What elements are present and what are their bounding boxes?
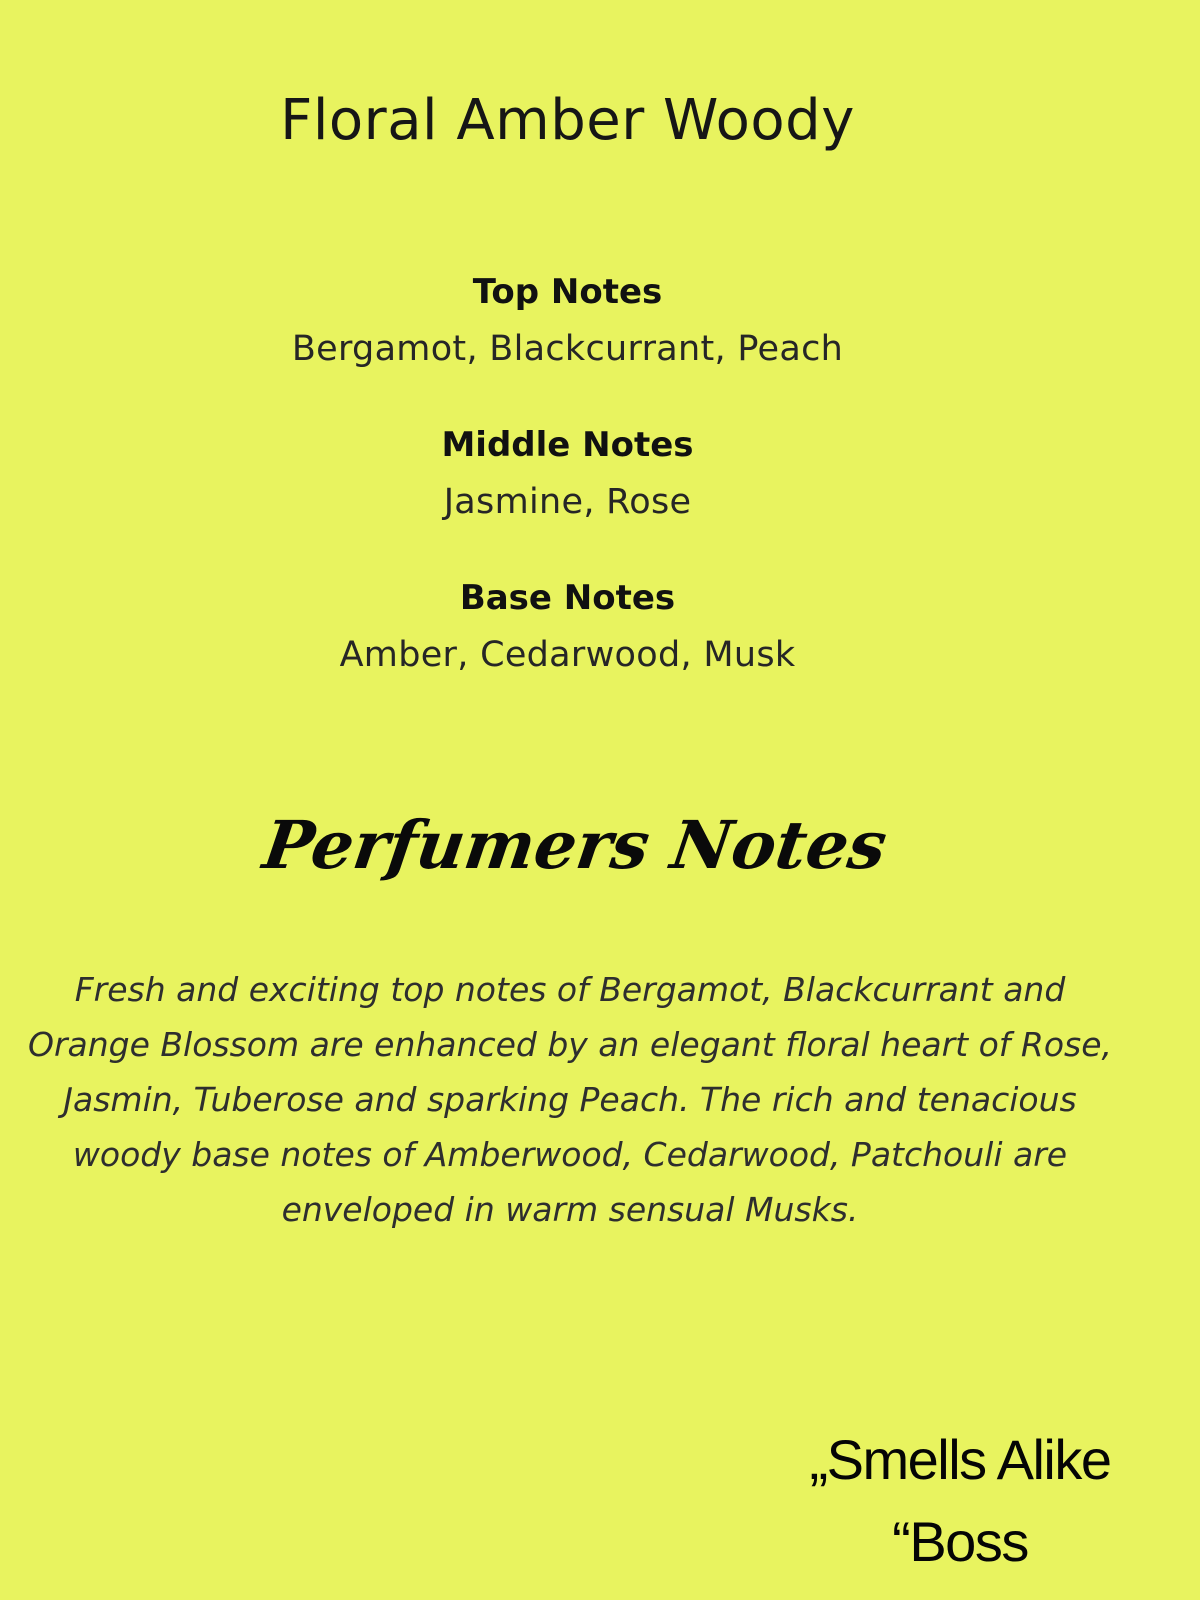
top-notes-value: Bergamot, Blackcurrant, Peach bbox=[291, 329, 844, 369]
smells-alike-line-1: „Smells Alike bbox=[809, 1428, 1111, 1491]
fragrance-family-title: Floral Amber Woody bbox=[280, 88, 855, 153]
perfumers-notes-description: Fresh and exciting top notes of Bergamot, Blackcurrant and Orange Blossom are enhanced by an elegant floral heart of Rose, Jasmin, Tuberose and sparking Peach. The rich and tenacious woody base notes of Amberwood, Cedarwood, Patchouli are enveloped in warm sensual Musks. bbox=[27, 970, 1113, 1229]
top-notes-heading: Top Notes bbox=[472, 272, 663, 312]
base-notes-value: Amber, Cedarwood, Musk bbox=[339, 635, 796, 675]
base-notes-heading: Base Notes bbox=[459, 578, 676, 618]
middle-notes-value: Jasmine, Rose bbox=[443, 482, 692, 522]
perfumers-notes-title: Perfumers Notes bbox=[258, 806, 892, 884]
smells-alike-line-2: “Boss bbox=[892, 1510, 1028, 1573]
middle-notes-heading: Middle Notes bbox=[441, 425, 694, 465]
